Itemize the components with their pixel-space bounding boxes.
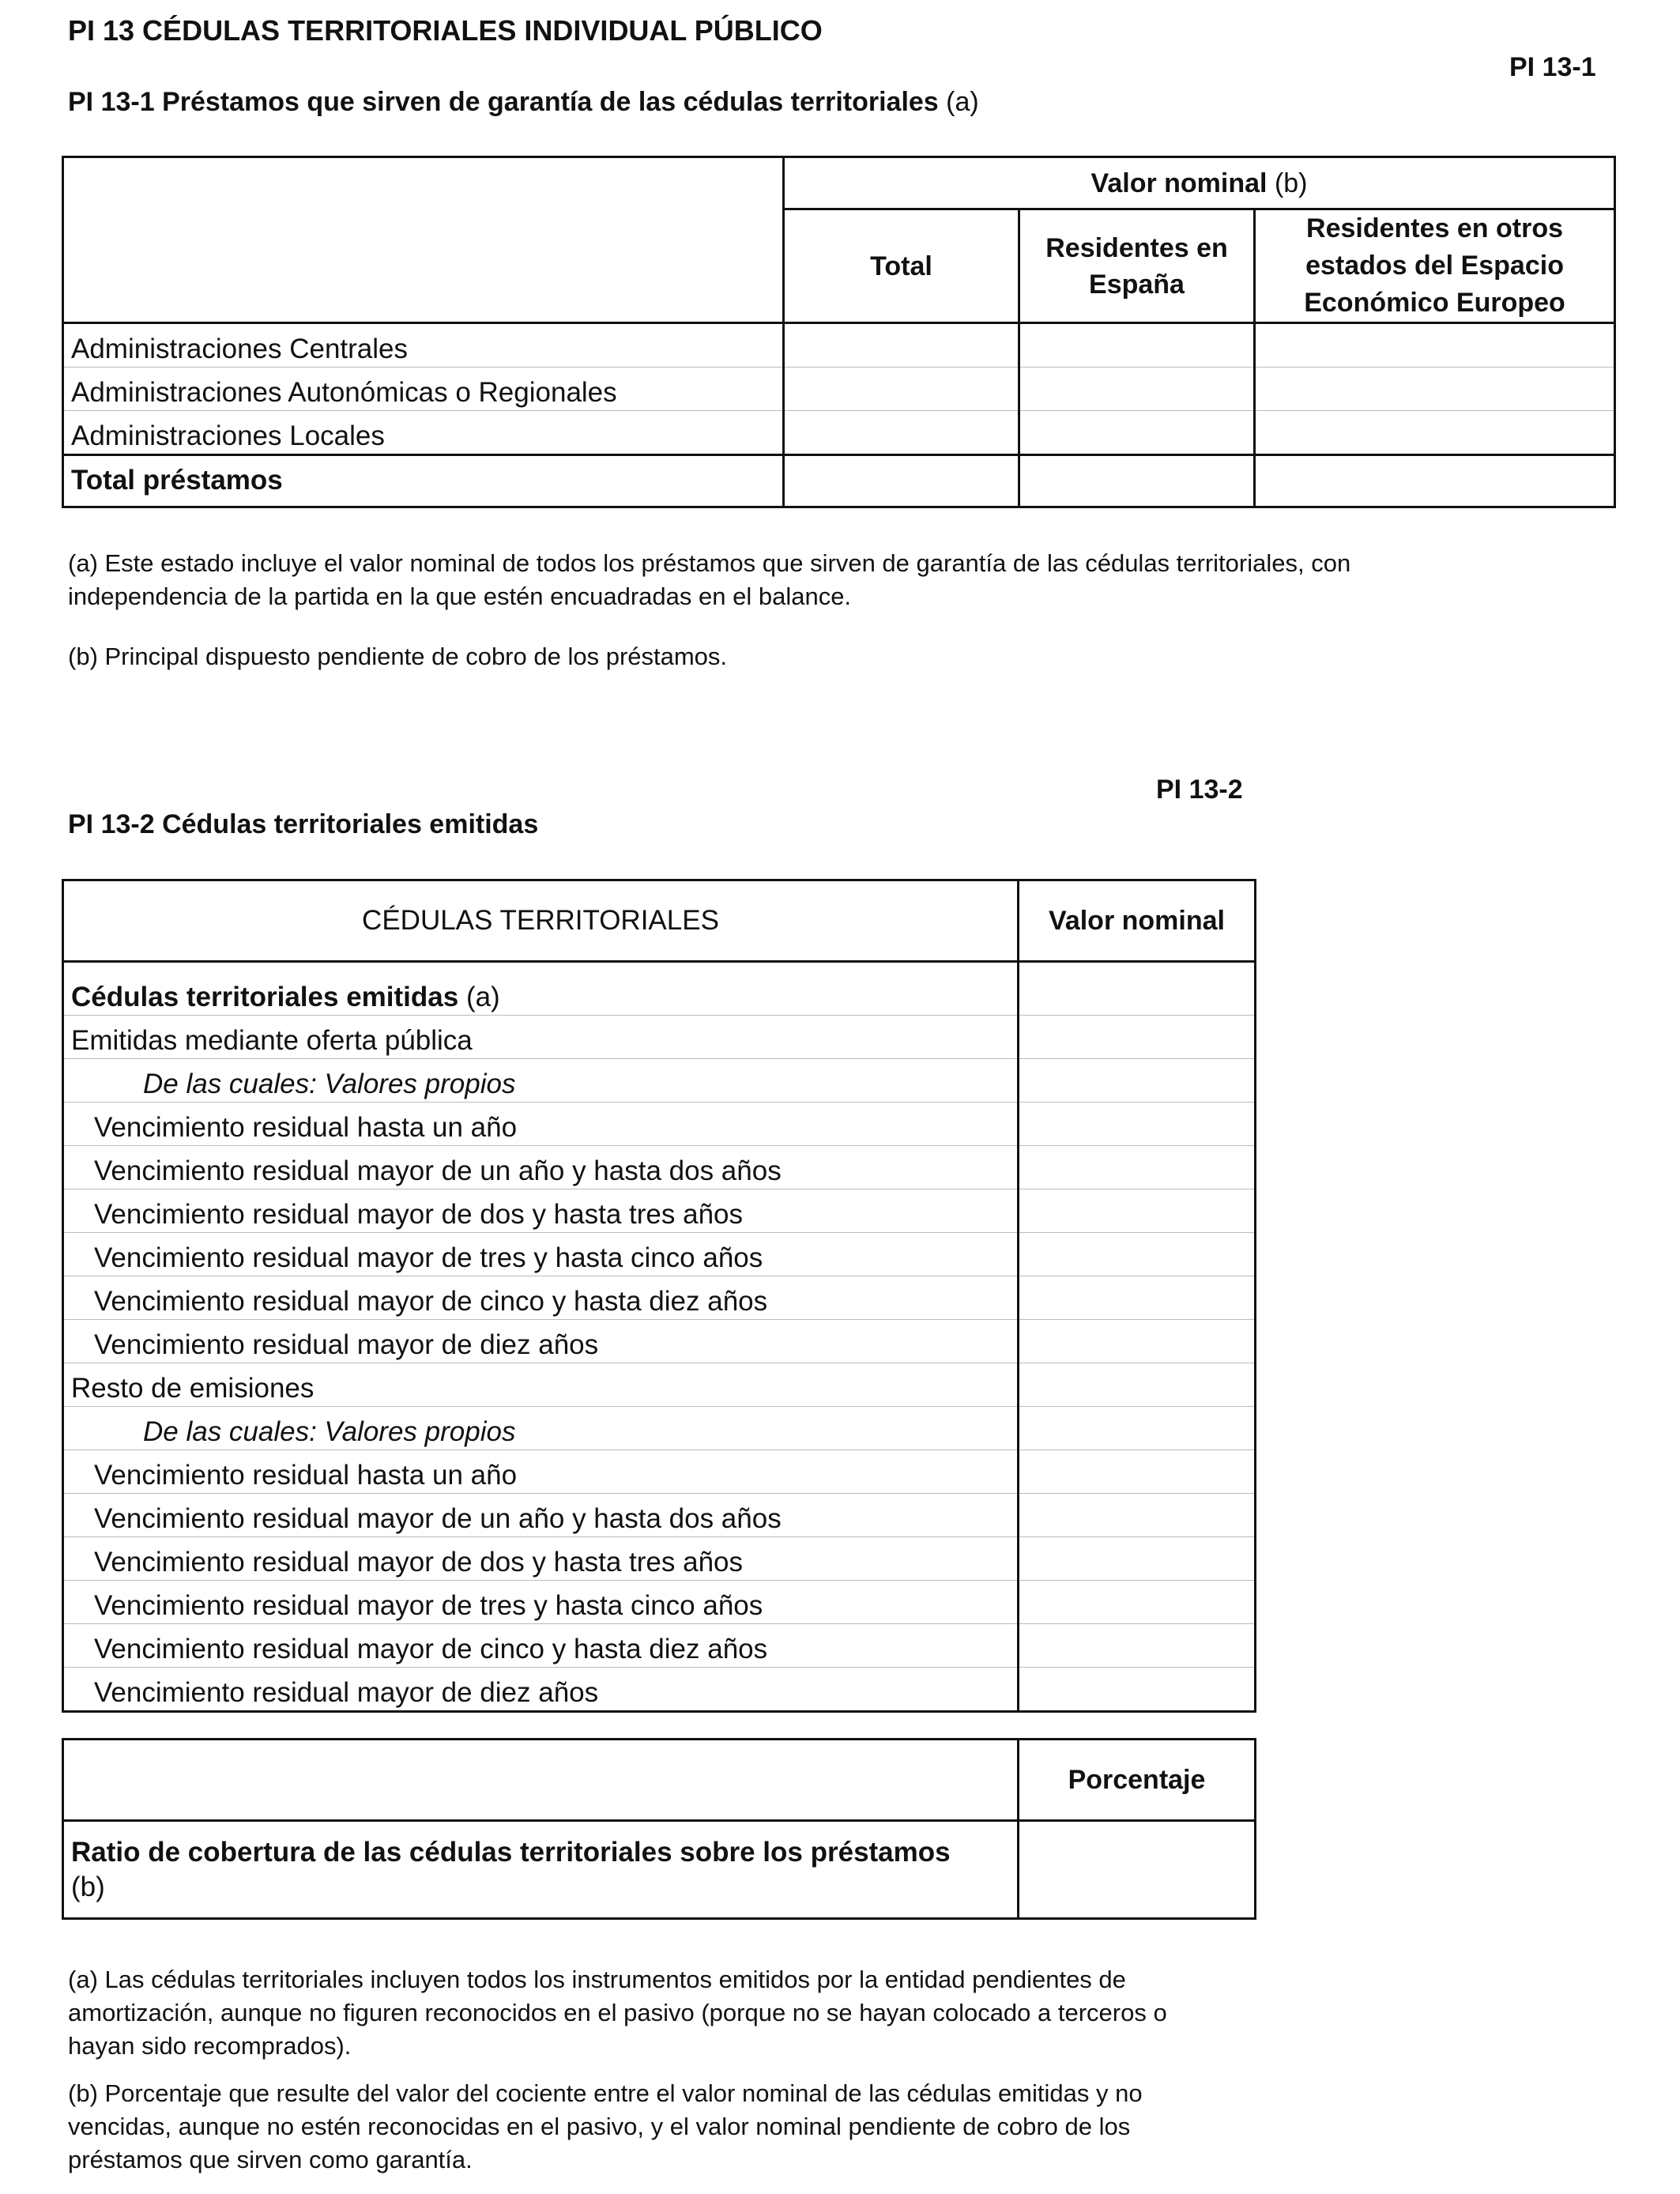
loans-total-cell[interactable] [1019, 455, 1255, 507]
loans-total-cell[interactable] [1255, 455, 1615, 507]
loans-cell[interactable] [1255, 323, 1615, 368]
loans-header-otros: Residentes en otros estados del Espacio Económico Europeo [1255, 209, 1615, 323]
loans-header-total: Total [784, 209, 1019, 323]
cedulas-cell[interactable] [1019, 1059, 1256, 1103]
cedulas-cell[interactable] [1019, 1450, 1256, 1494]
loans-header-residentes-espana: Residentes en España [1019, 209, 1255, 323]
loans-cell[interactable] [1255, 411, 1615, 455]
cedulas-row-label: Vencimiento residual hasta un año [63, 1450, 1019, 1494]
loans-cell[interactable] [1019, 411, 1255, 455]
cedulas-row-label: Vencimiento residual mayor de cinco y hasta diez años [63, 1276, 1019, 1320]
cedulas-row-label: Resto de emisiones [63, 1363, 1019, 1407]
cedulas-header-label: CÉDULAS TERRITORIALES [63, 880, 1019, 962]
section1-title-text: PI 13-1 Préstamos que sirven de garantía de las cédulas territoriales [68, 87, 939, 117]
cedulas-row-label: Vencimiento residual mayor de cinco y hasta diez años [63, 1624, 1019, 1668]
ratio-header-value: Porcentaje [1019, 1740, 1256, 1821]
loans-cell[interactable] [1019, 323, 1255, 368]
cedulas-cell[interactable] [1019, 1363, 1256, 1407]
section1-note-a: (a) Este estado incluye el valor nominal de todos los préstamos que sirven de garantía de las cédulas territoriales, con independencia de la partida en la que estén encuadradas en el balance. [68, 549, 1351, 610]
loans-cell[interactable] [1019, 368, 1255, 411]
cedulas-cell[interactable] [1019, 1537, 1256, 1581]
cedulas-header-value: Valor nominal [1019, 880, 1256, 962]
cedulas-row-label: Vencimiento residual mayor de diez años [63, 1320, 1019, 1363]
cedulas-row-label: Vencimiento residual mayor de dos y hasta tres años [63, 1189, 1019, 1233]
cedulas-cell[interactable] [1019, 1494, 1256, 1537]
loans-row-label: Administraciones Autonómicas o Regionales [63, 368, 784, 411]
cedulas-row-label: Vencimiento residual mayor de diez años [94, 1677, 599, 1708]
cedulas-cell[interactable] [1019, 1189, 1256, 1233]
cedulas-row-label: De las cuales: Valores propios [63, 1059, 1019, 1103]
cedulas-cell[interactable] [1019, 1146, 1256, 1189]
cedulas-cell[interactable] [1019, 1668, 1256, 1712]
cedulas-cell[interactable] [1019, 1624, 1256, 1668]
cedulas-row-label: Vencimiento residual hasta un año [63, 1103, 1019, 1146]
cedulas-row-label: Vencimiento residual mayor de un año y hasta dos años [63, 1494, 1019, 1537]
cedulas-cell[interactable] [1019, 1233, 1256, 1276]
cedulas-row-label: Vencimiento residual mayor de tres y hasta cinco años [63, 1233, 1019, 1276]
section1-note-b: (b) Principal dispuesto pendiente de cobro de los préstamos. [68, 643, 728, 670]
ratio-cell[interactable] [1019, 1821, 1256, 1919]
loans-cell[interactable] [784, 368, 1019, 411]
section1-code: PI 13-1 [1509, 52, 1596, 82]
loans-cell[interactable] [784, 411, 1019, 455]
cedulas-cell[interactable] [1019, 1320, 1256, 1363]
loans-row-label: Administraciones Centrales [63, 323, 784, 368]
ratio-label: Ratio de cobertura de las cédulas territoriales sobre los préstamos (b) [71, 1836, 951, 1902]
loans-table [62, 156, 1616, 508]
cedulas-row-label: Vencimiento residual mayor de dos y hasta tres años [63, 1537, 1019, 1581]
loans-total-cell[interactable] [784, 455, 1019, 507]
cedulas-cell[interactable] [1019, 1407, 1256, 1450]
cedulas-row-label: Vencimiento residual mayor de tres y hasta cinco años [63, 1581, 1019, 1624]
cedulas-row-label: De las cuales: Valores propios [63, 1407, 1019, 1450]
cedulas-cell[interactable] [1019, 1276, 1256, 1320]
cedulas-cell[interactable] [1019, 1016, 1256, 1059]
cedulas-cell[interactable] [1019, 1581, 1256, 1624]
loans-cell[interactable] [784, 323, 1019, 368]
loans-cell[interactable] [1255, 368, 1615, 411]
main-title: PI 13 CÉDULAS TERRITORIALES INDIVIDUAL PÚBLICO [68, 14, 823, 47]
section1-title [68, 87, 979, 118]
loans-row-label: Administraciones Locales [63, 411, 784, 455]
loans-header-valor-nominal: Valor nominal (b) [784, 157, 1615, 209]
cedulas-cell[interactable] [1019, 962, 1256, 1016]
section1-title-note: (a) [946, 87, 979, 117]
cedulas-table [62, 879, 1256, 1713]
loans-header-empty [63, 157, 784, 323]
section2-code: PI 13-2 [1156, 775, 1243, 805]
cedulas-row-label: Cédulas territoriales emitidas (a) [63, 962, 1019, 1016]
cedulas-cell[interactable] [1019, 1103, 1256, 1146]
section2-title: PI 13-2 Cédulas territoriales emitidas [68, 809, 539, 839]
section2-note-a: (a) Las cédulas territoriales incluyen todos los instrumentos emitidos por la entidad pendientes de amortización, aunque no figuren reconocidos en el pasivo (porque no se hayan colocado a terceros o hayan sido recomprados). [68, 1966, 1167, 2060]
ratio-table [62, 1738, 1256, 1920]
ratio-header-empty [63, 1740, 1019, 1821]
cedulas-row-label: Vencimiento residual mayor de un año y hasta dos años [63, 1146, 1019, 1189]
cedulas-row-label: Emitidas mediante oferta pública [63, 1016, 1019, 1059]
section2-note-b: (b) Porcentaje que resulte del valor del cociente entre el valor nominal de las cédulas emitidas y no vencidas, aunque no estén reconocidas en el pasivo, y el valor nominal pendiente de cobro de los préstamos que sirven como garantía. [68, 2079, 1143, 2173]
loans-total-label: Total préstamos [71, 464, 283, 496]
